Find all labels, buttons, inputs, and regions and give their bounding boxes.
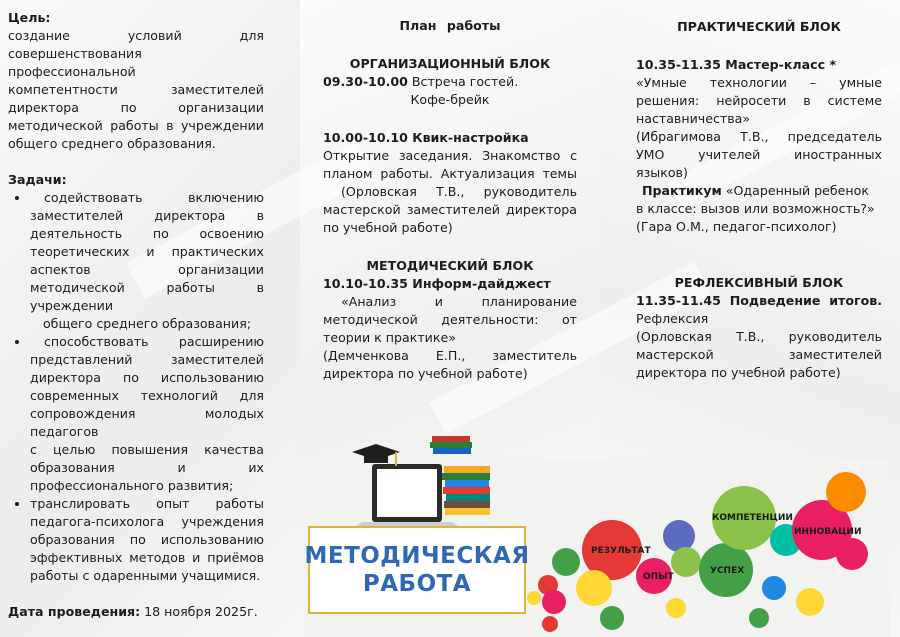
task-item: • способствовать расширению представлений заместителей директора по использованию современных технологий для сопровождения молодых педагогов с целью повышения качества образования и их профессионального развития; <box>30 333 264 495</box>
left-column <box>8 9 264 621</box>
sticker-line1: МЕТОДИЧЕСКАЯ <box>304 543 530 569</box>
goal-line: общего среднего образования. <box>8 136 216 151</box>
goal-title: Цель: <box>8 10 51 25</box>
agenda-item-workshop: Практикум «Одаренный ребенок <box>642 183 869 198</box>
agenda-item-coffee: Кофе-брейк <box>410 92 490 107</box>
agenda-item-summary: 11.35-11.45 Подведение итогов. <box>636 293 882 308</box>
bubble-result-label: РЕЗУЛЬТАТ <box>591 546 651 556</box>
date-value: 18 ноября 2025г. <box>140 604 258 619</box>
event-date <box>8 603 264 621</box>
agenda-item-digest: 10.10-10.35 Информ-дайджест <box>323 276 551 291</box>
goal-line: компетентности заместителей <box>8 82 264 97</box>
task-item: • транслировать опыт работы педагога-психолога учреждения образования по использованию эффективных методов и приёмов работы с одаренными учащимися. <box>30 495 264 585</box>
task-item: • содействовать включению заместителей директора в деятельность по освоению теоретических и практических аспектов организации методической работы в учреждении общего среднего образования; <box>30 189 264 333</box>
practical-block-heading: ПРАКТИЧЕСКИЙ БЛОК <box>677 19 841 34</box>
goal-line: создание условий для <box>8 28 264 43</box>
goal-line: директора по организации <box>8 100 264 115</box>
bubble-experience-label: ОПЫТ <box>643 572 674 582</box>
tasks-list <box>8 189 264 585</box>
method-work-sticker <box>304 526 530 614</box>
bubble-competence-label: КОМПЕТЕНЦИИ <box>712 513 793 523</box>
agenda-item-masterclass: 10.35-11.35 Мастер-класс * <box>636 57 837 72</box>
reflex-block-heading: РЕФЛЕКСИВНЫЙ БЛОК <box>674 275 844 290</box>
sticker-line2: РАБОТА <box>362 571 472 597</box>
goal-line: методической работы в учреждении <box>8 118 264 133</box>
date-label: Дата проведения: <box>8 604 141 619</box>
method-block-heading: МЕТОДИЧЕСКИЙ БЛОК <box>366 258 534 273</box>
tasks-title: Задачи: <box>8 172 67 187</box>
goal-line: совершенствования профессиональной <box>8 46 142 79</box>
org-block-heading: ОРГАНИЗАЦИОННЫЙ БЛОК <box>349 56 551 71</box>
middle-column: План работы ОРГАНИЗАЦИОННЫЙ БЛОК 09.30-10.00 Встреча гостей. Кофе-брейк 10.00-10.10 Квик-настройка Открытие заседания. Знакомство с планом работы. Актуализация темы (Орловская Т.В., руководитель мастерской заместителей директора по учебной работе) МЕТОДИЧЕСКИЙ БЛОК 10.10-10.35 Информ-дайджест «Анализ и планирование методической деятельности: от теории к практике» (Демченкова Е.П., заместитель директора по учебной работе) <box>323 18 577 381</box>
bubble-success-label: УСПЕХ <box>710 566 745 576</box>
bubble-innovation-label: ИННОВАЦИИ <box>794 527 862 537</box>
plan-title: План работы <box>399 18 501 33</box>
right-column: ПРАКТИЧЕСКИЙ БЛОК 10.35-11.35 Мастер-класс * «Умные технологии – умные решения: нейросети в системе наставничества» (Ибрагимова Т.В., председатель УМО учителей иностранных языков) Практикум «Одаренный ребенок в классе: вызов или возможность?» (Гара О.М., педагог-психолог) РЕФЛЕКСИВНЫЙ БЛОК 11.35-11.45 Подведение итогов. Рефлексия (Орловская Т.В., руководитель мастерской заместителей директора по учебной работе) <box>636 19 882 380</box>
agenda-item-quick-setup: 10.00-10.10 Квик-настройка <box>323 130 529 145</box>
agenda-item-welcome: 09.30-10.00 Встреча гостей. <box>323 74 519 89</box>
